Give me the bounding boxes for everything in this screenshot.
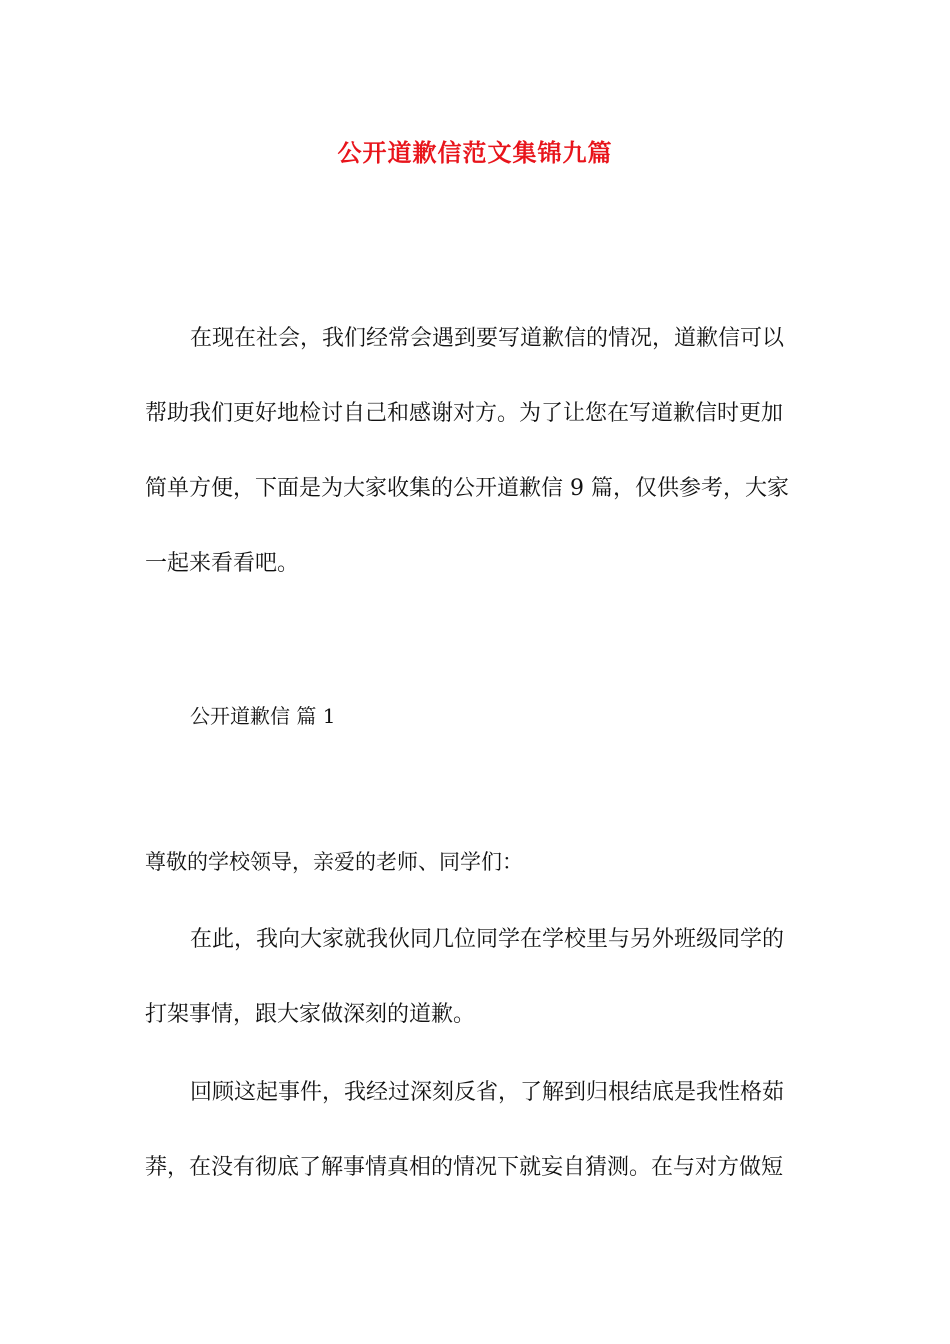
paragraph-line: 在此，我向大家就我伙同几位同学在学校里与另外班级同学的 — [190, 927, 785, 952]
paragraph-line: 打架事情，跟大家做深刻的道歉。 — [145, 1002, 476, 1027]
section-heading: 公开道歉信 篇 1 — [190, 704, 336, 728]
document-title: 公开道歉信范文集锦九篇 — [337, 138, 613, 167]
paragraph-line: 莽，在没有彻底了解事情真相的情况下就妄自猜测。在与对方做短 — [145, 1155, 784, 1180]
intro-line: 简单方便，下面是为大家收集的公开道歉信 9 篇，仅供参考，大家 — [145, 476, 789, 501]
salutation: 尊敬的学校领导，亲爱的老师、同学们： — [145, 850, 523, 874]
intro-line: 在现在社会，我们经常会遇到要写道歉信的情况，道歉信可以 — [190, 326, 785, 351]
intro-line: 一起来看看吧。 — [145, 551, 300, 576]
body-paragraph-2 — [145, 1055, 825, 1205]
intro-paragraph — [145, 301, 825, 601]
paragraph-line: 回顾这起事件，我经过深刻反省，了解到归根结底是我性格茹 — [190, 1080, 785, 1105]
intro-line: 帮助我们更好地检讨自己和感谢对方。为了让您在写道歉信时更加 — [145, 401, 784, 426]
body-paragraph-1 — [145, 902, 825, 1052]
